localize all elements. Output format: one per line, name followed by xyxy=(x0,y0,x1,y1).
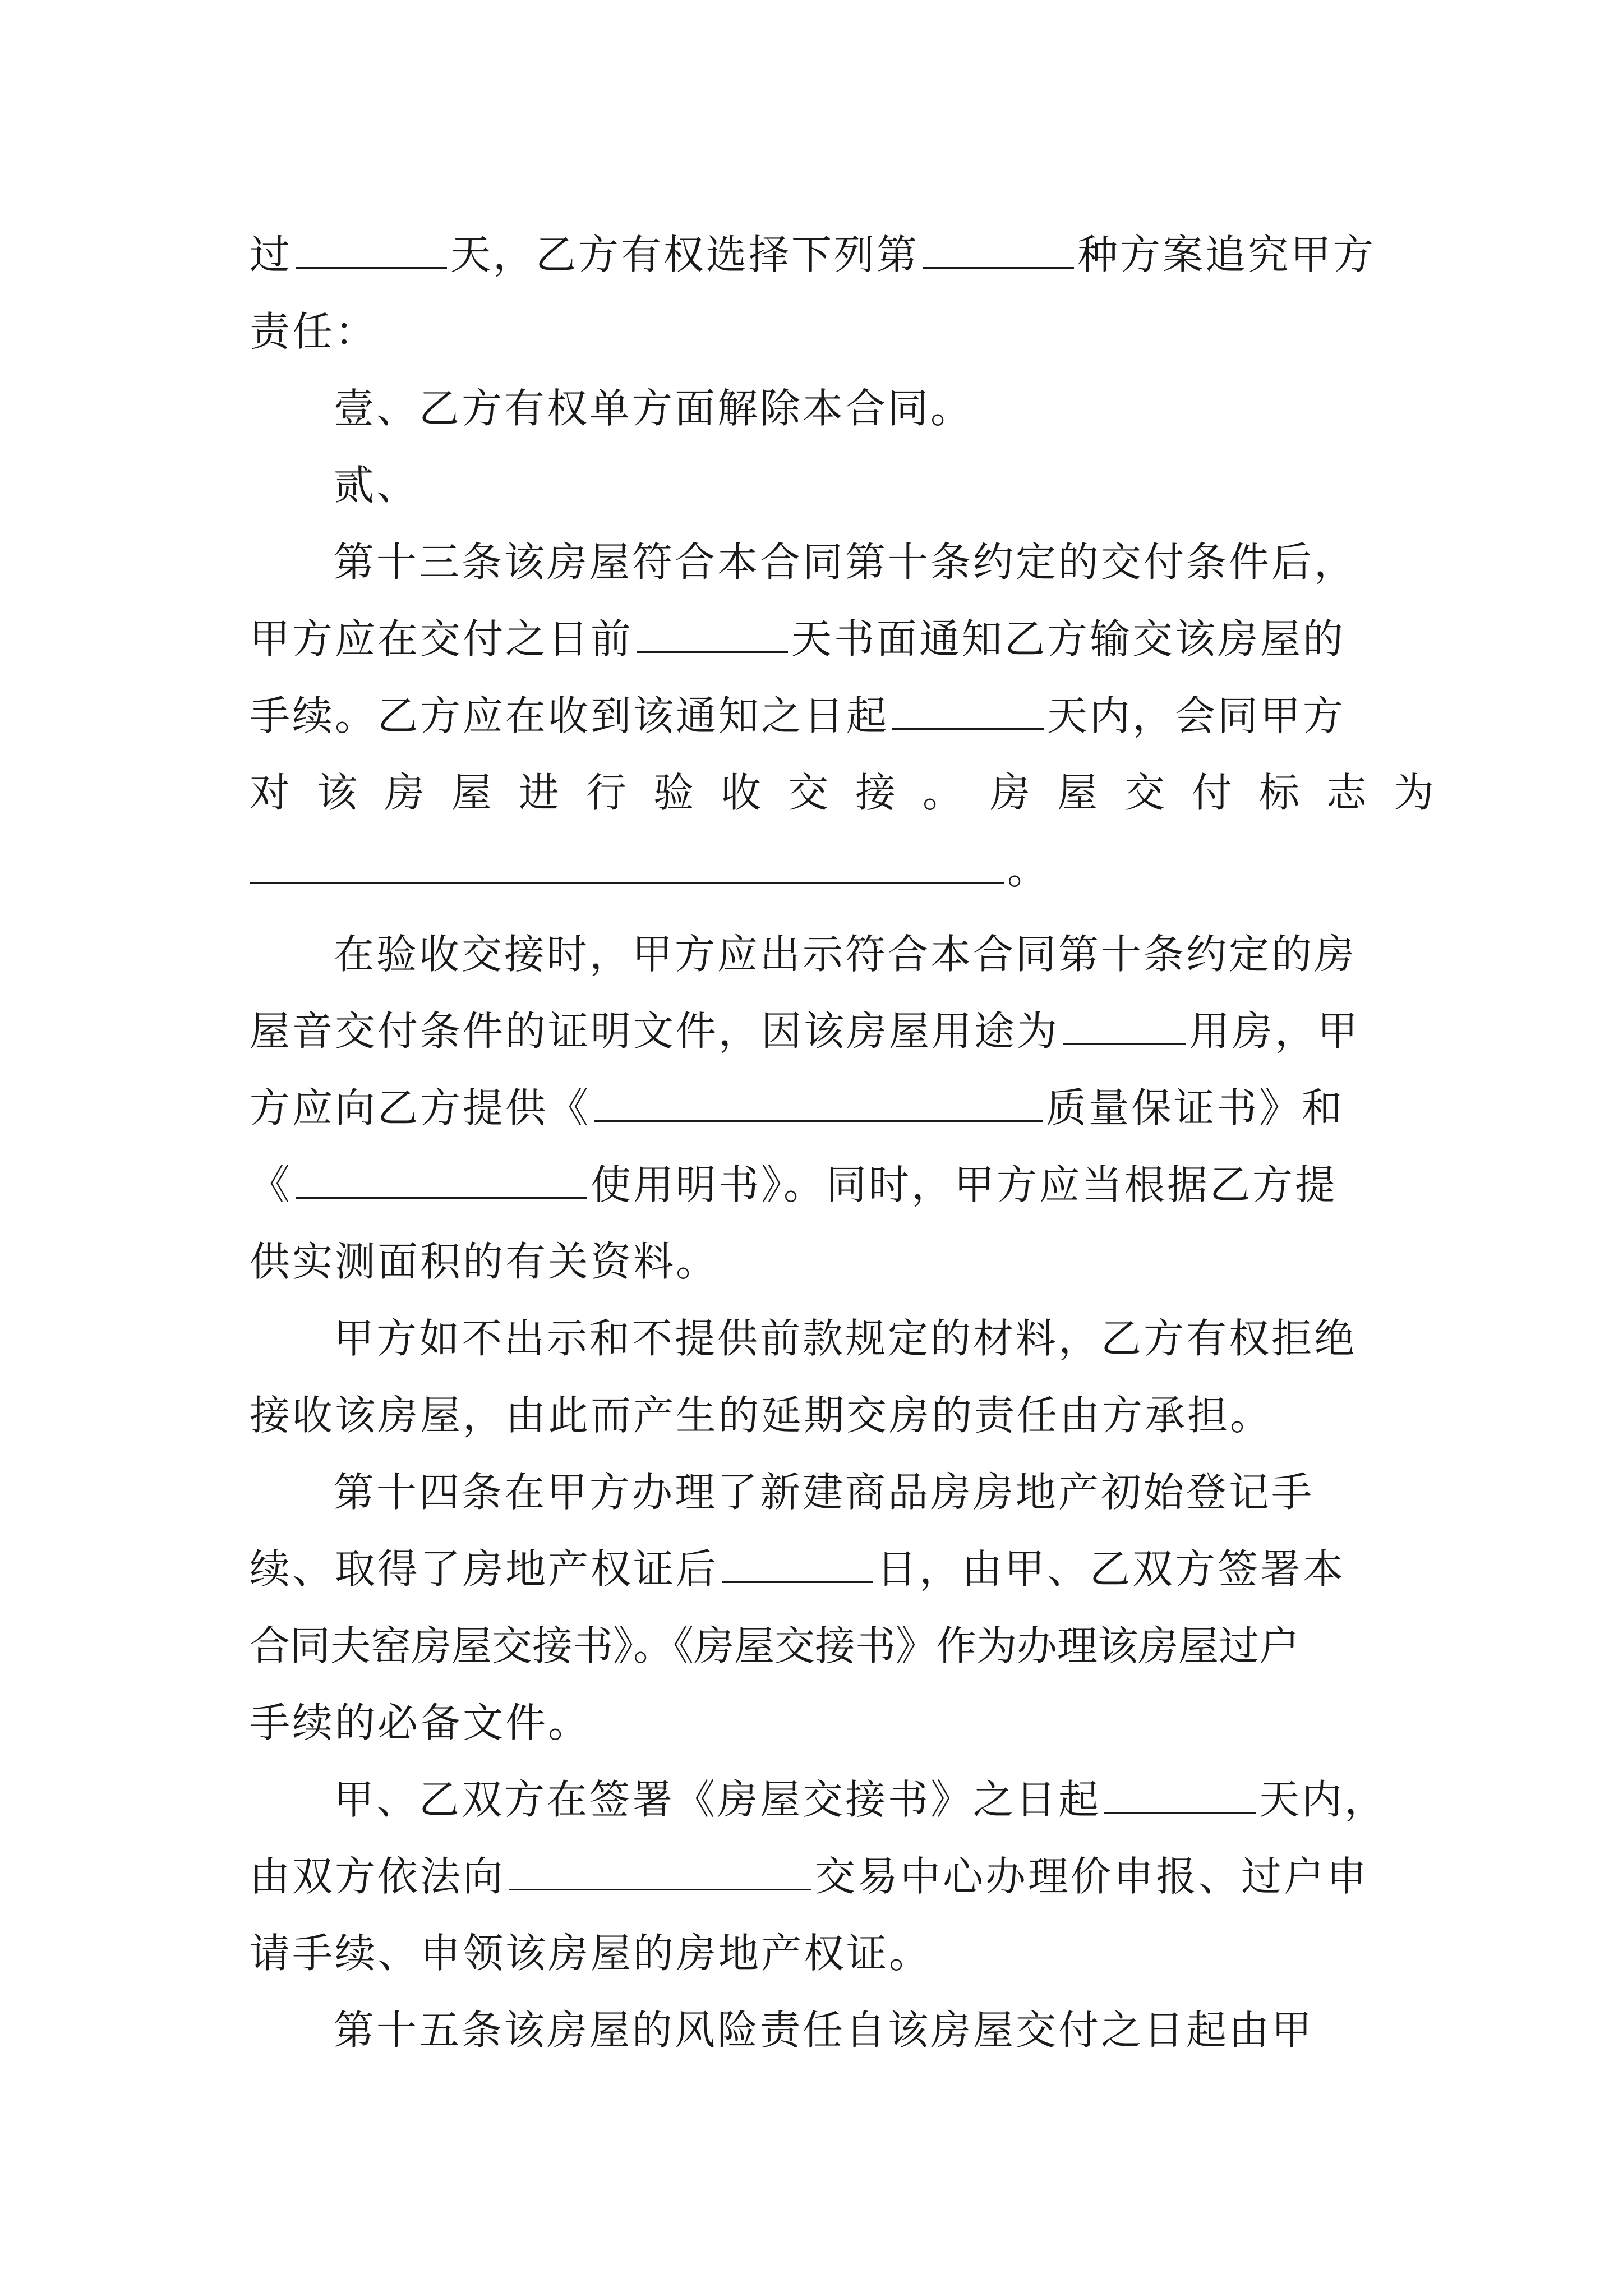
paragraph-line: 第十三条该房屋符合本合同第十条约定的交付条件后， xyxy=(334,539,1357,586)
fill-blank xyxy=(250,850,1004,884)
paragraph-line: 第十五条该房屋的风险责任自该房屋交付之日起由甲 xyxy=(334,2007,1315,2054)
fill-blank xyxy=(509,1857,811,1890)
paragraph-line: 请手续、申领该房屋的房地产权证。 xyxy=(250,1930,932,1977)
paragraph-line: 对该房屋进行验收交接。房屋交付标志为 xyxy=(250,769,1461,816)
paragraph-line: 第十四条在甲方办理了新建商品房房地产初始登记手 xyxy=(334,1469,1315,1516)
paragraph-line: 责任： xyxy=(250,308,378,355)
paragraph-line: 在验收交接时，甲方应出示符合本合同第十条约定的房 xyxy=(334,931,1357,978)
fill-blank xyxy=(923,236,1074,269)
paragraph-line: 手续。乙方应在收到该通知之日起 天内，会同甲方 xyxy=(250,692,1346,739)
paragraph-line: 甲方如不出示和不提供前款规定的材料，乙方有权拒绝 xyxy=(334,1315,1357,1362)
paragraph-line: 甲方应在交付之日前 天书面通知乙方输交该房屋的 xyxy=(250,615,1346,662)
fill-blank xyxy=(722,1550,873,1583)
paragraph-line: 《 使用明书》。同时，甲方应当根据乙方提 xyxy=(250,1161,1338,1208)
paragraph-line: 由双方依法向 交易中心办理价申报、过户申 xyxy=(250,1853,1370,1900)
fill-blank xyxy=(892,697,1044,730)
fill-blank xyxy=(637,620,788,653)
fill-blank xyxy=(1104,1780,1256,1814)
paragraph-line: 过 天，乙方有权选择下列第 种方案追究甲方 xyxy=(250,231,1376,278)
paragraph-line: 。 xyxy=(250,831,1388,908)
paragraph-line: 供实测面积的有关资料。 xyxy=(250,1238,719,1285)
paragraph-line: 方应向乙方提供《 质量保证书》和 xyxy=(250,1084,1345,1131)
paragraph-line: 甲、乙双方在签署《房屋交接书》之日起 天内， xyxy=(334,1776,1387,1823)
fill-blank xyxy=(1063,1012,1186,1045)
paragraph-line: 接收该房屋，由此而产生的延期交房的责任由方承担。 xyxy=(250,1392,1273,1439)
paragraph-line: 屋音交付条件的证明文件，因该房屋用途为 用房，甲 xyxy=(250,1007,1361,1055)
fill-blank xyxy=(296,1166,587,1199)
document-body xyxy=(250,217,1461,2069)
paragraph-line: 手续的必备文件。 xyxy=(250,1699,591,1746)
paragraph-line: 贰、 xyxy=(334,462,419,509)
paragraph-line: 合同夫窑房屋交接书》。《房屋交接书》作为办理该房屋过户 xyxy=(250,1622,1300,1669)
fill-blank xyxy=(594,1089,1043,1122)
paragraph-line: 壹、乙方有权单方面解除本合同。 xyxy=(334,385,974,432)
fill-blank xyxy=(296,236,447,269)
paragraph-line: 续、取得了房地产权证后 日，由甲、乙双方签署本 xyxy=(250,1545,1346,1593)
